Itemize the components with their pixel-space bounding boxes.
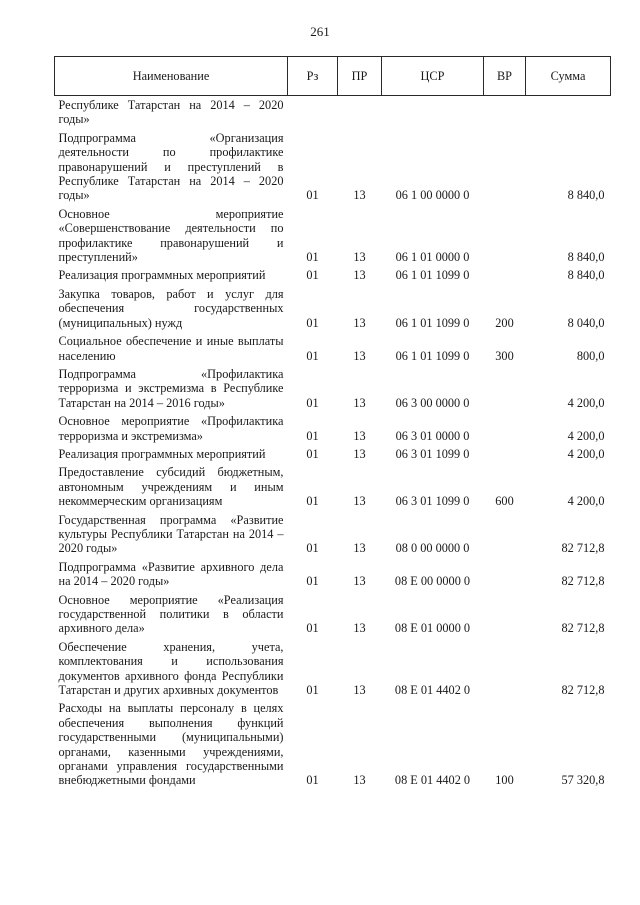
row-sum: 800,0 (576, 348, 605, 363)
table-row (55, 332, 611, 365)
table-row (55, 445, 611, 463)
row-rz: 01 (306, 268, 319, 283)
row-name: Закупка товаров, работ и услуг для обеспечения государственных (муниципальных) нужд (58, 286, 284, 330)
row-vr (484, 129, 526, 205)
row-vr (484, 558, 526, 591)
row-pr: 13 (353, 446, 366, 461)
row-rz: 01 (306, 315, 319, 330)
row-rz: 01 (306, 188, 319, 203)
page-number: 261 (310, 24, 330, 39)
row-pr: 13 (353, 268, 366, 283)
row-rz: 01 (306, 683, 319, 698)
row-sum: 82 712,8 (561, 541, 605, 556)
row-pr: 13 (353, 683, 366, 698)
row-sum: 8 840,0 (567, 188, 605, 203)
row-rz: 01 (306, 428, 319, 443)
row-vr (484, 591, 526, 638)
row-pr: 13 (353, 574, 366, 589)
row-pr: 13 (353, 315, 366, 330)
table-header-row (55, 57, 611, 96)
row-csr: 08 Е 01 0000 0 (394, 621, 471, 636)
row-vr (484, 638, 526, 700)
table-row (55, 638, 611, 700)
row-name: Подпрограмма «Развитие архивного дела на 2014 – 2020 годы» (58, 559, 284, 589)
row-csr: 08 0 00 0000 0 (395, 541, 470, 556)
row-vr (484, 365, 526, 412)
row-vr: 600 (495, 494, 514, 509)
row-pr: 13 (353, 773, 366, 788)
table-row (55, 365, 611, 412)
row-csr: 06 1 00 0000 0 (395, 188, 470, 203)
header-name: Наименование (55, 57, 288, 96)
row-name: Основное мероприятие «Совершенствование деятельности по профилактике правонарушений и преступлений» (58, 206, 284, 265)
row-name: Подпрограмма «Организация деятельности по профилактике правонарушений и преступлений в Республике Татарстан на 2014 – 2020 годы» (58, 130, 284, 203)
row-sum: 82 712,8 (561, 683, 605, 698)
row-pr: 13 (353, 348, 366, 363)
row-pr: 13 (353, 428, 366, 443)
row-name: Подпрограмма «Профилактика терроризма и экстремизма в Республике Татарстан на 2014 – 2016 годы» (58, 366, 284, 410)
row-name: Основное мероприятие «Профилактика терроризма и экстремизма» (58, 414, 284, 443)
header-rz: Рз (288, 57, 338, 96)
row-csr: 06 1 01 1099 0 (395, 268, 470, 283)
row-sum: 57 320,8 (561, 773, 605, 788)
row-vr: 100 (495, 773, 514, 788)
header-csr: ЦСР (382, 57, 484, 96)
row-rz: 01 (306, 494, 319, 509)
table-row (55, 266, 611, 284)
row-sum (526, 96, 611, 129)
table-row (55, 591, 611, 638)
row-name: Обеспечение хранения, учета, комплектования и использования документов архивного фонда Республики Татарстан и других архивных документов (58, 639, 284, 698)
row-csr: 06 1 01 1099 0 (395, 348, 470, 363)
row-sum: 82 712,8 (561, 621, 605, 636)
row-rz: 01 (306, 541, 319, 556)
row-csr: 06 3 01 1099 0 (395, 494, 470, 509)
row-pr: 13 (353, 188, 366, 203)
table-row (55, 558, 611, 591)
row-csr: 08 Е 01 4402 0 (394, 683, 471, 698)
row-rz: 01 (306, 348, 319, 363)
header-vr: ВР (484, 57, 526, 96)
row-vr (484, 266, 526, 284)
row-pr (338, 96, 382, 129)
row-pr: 13 (353, 621, 366, 636)
row-name: Социальное обеспечение и иные выплаты населению (58, 334, 284, 363)
row-rz: 01 (306, 621, 319, 636)
row-name: Основное мероприятие «Реализация государственной политики в области архивного дела» (58, 592, 284, 636)
row-rz: 01 (306, 446, 319, 461)
row-pr: 13 (353, 250, 366, 265)
row-csr (382, 96, 484, 129)
row-name: Предоставление субсидий бюджетным, автономным учреждениям и иным некоммерческим организациям (58, 465, 284, 509)
row-csr: 08 Е 01 4402 0 (394, 773, 471, 788)
table-row (55, 129, 611, 205)
row-sum: 82 712,8 (561, 574, 605, 589)
row-vr (484, 412, 526, 445)
budget-table (54, 56, 611, 790)
row-sum: 4 200,0 (567, 428, 605, 443)
row-vr (484, 96, 526, 129)
row-csr: 06 1 01 1099 0 (395, 315, 470, 330)
row-rz (288, 96, 338, 129)
row-vr: 200 (495, 315, 514, 330)
row-csr: 06 3 00 0000 0 (395, 395, 470, 410)
row-rz: 01 (306, 395, 319, 410)
row-sum: 8 840,0 (567, 268, 605, 283)
table-row (55, 699, 611, 789)
row-csr: 06 3 01 1099 0 (395, 446, 470, 461)
row-csr: 06 1 01 0000 0 (395, 250, 470, 265)
header-pr: ПР (338, 57, 382, 96)
row-sum: 4 200,0 (567, 494, 605, 509)
row-name: Государственная программа «Развитие культуры Республики Татарстан на 2014 – 2020 годы» (58, 512, 284, 556)
row-csr: 06 3 01 0000 0 (395, 428, 470, 443)
table-row (55, 96, 611, 129)
row-rz: 01 (306, 250, 319, 265)
row-name: Реализация программных мероприятий (58, 446, 266, 461)
row-pr: 13 (353, 395, 366, 410)
row-rz: 01 (306, 773, 319, 788)
row-vr (484, 511, 526, 558)
row-vr (484, 445, 526, 463)
header-sum: Сумма (526, 57, 611, 96)
table-row (55, 412, 611, 445)
row-sum: 8 040,0 (567, 315, 605, 330)
row-csr: 08 Е 00 0000 0 (394, 574, 471, 589)
row-sum: 4 200,0 (567, 395, 605, 410)
table-row (55, 511, 611, 558)
row-sum: 8 840,0 (567, 250, 605, 265)
row-sum: 4 200,0 (567, 446, 605, 461)
row-name: Реализация программных мероприятий (58, 268, 266, 283)
table-row (55, 205, 611, 267)
row-rz: 01 (306, 574, 319, 589)
row-vr (484, 205, 526, 267)
table-row (55, 463, 611, 510)
row-vr: 300 (495, 348, 514, 363)
table-row (55, 285, 611, 332)
row-pr: 13 (353, 494, 366, 509)
row-pr: 13 (353, 541, 366, 556)
row-name: Республике Татарстан на 2014 – 2020 годы» (58, 98, 284, 127)
row-name: Расходы на выплаты персоналу в целях обеспечения выполнения функций государственными (муниципальными) органами, казенными учреждениями, органами управления государственными внебюджетными фондами (58, 701, 284, 788)
